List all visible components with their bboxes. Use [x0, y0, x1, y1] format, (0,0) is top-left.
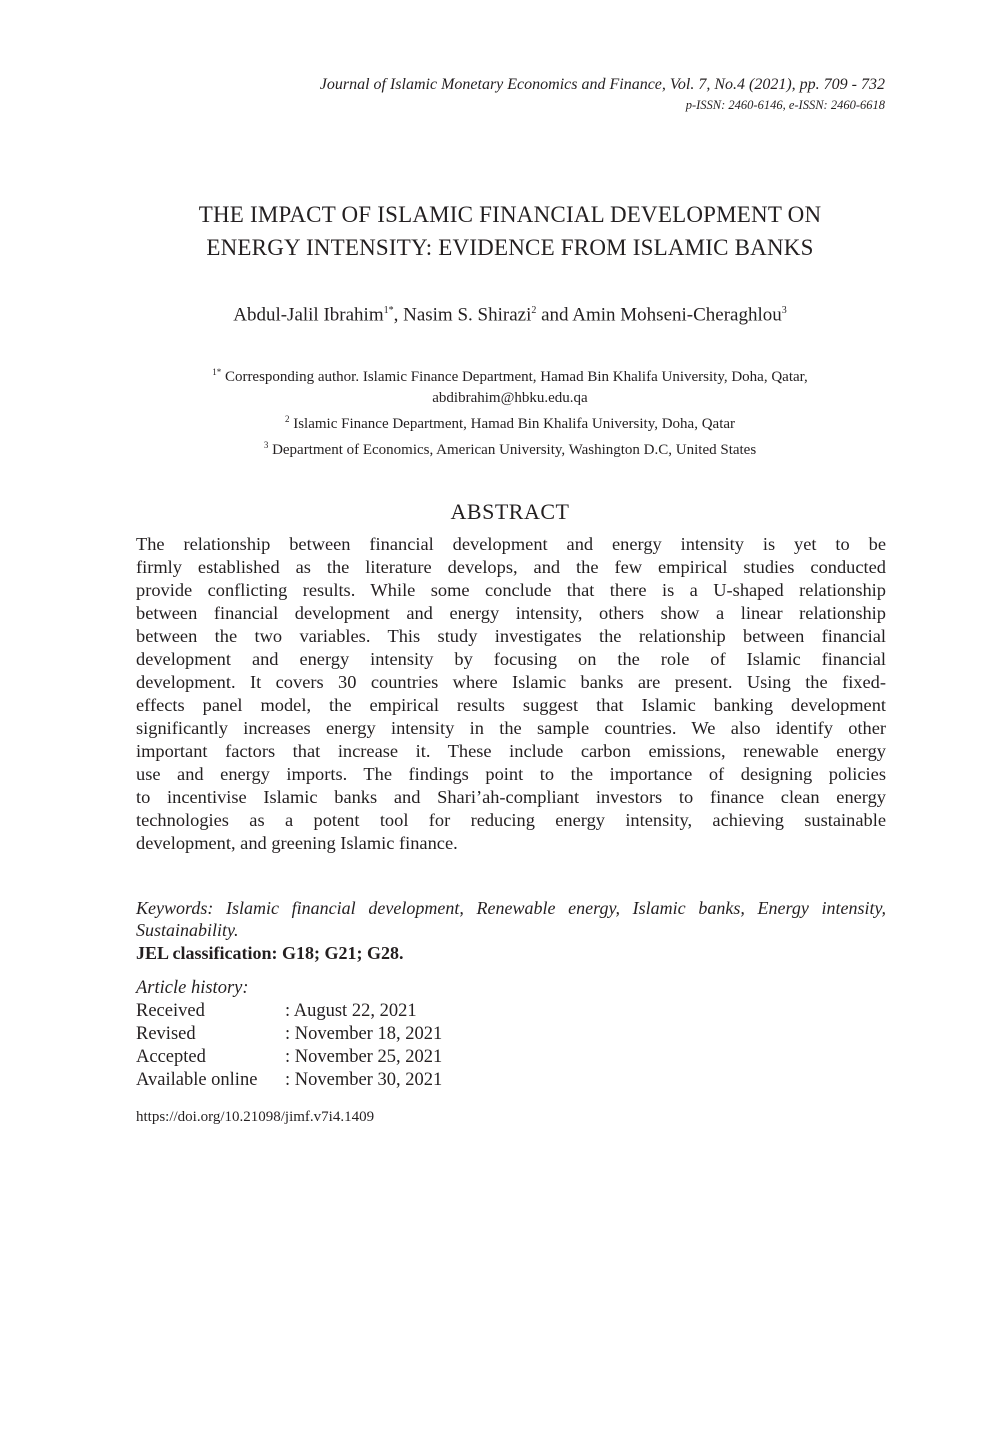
abstract-line: technologies as a potent tool for reducing energy intensity, achieving sustainable — [136, 810, 886, 830]
author-list — [100, 298, 920, 328]
history-value: : November 30, 2021 — [285, 1070, 443, 1090]
doi-link[interactable]: https://doi.org/10.21098/jimf.v7i4.1409 — [136, 1109, 375, 1125]
abstract-line: firmly established as the literature develops, and the few empirical studies conducted — [136, 557, 886, 577]
history-label: Available online — [136, 1070, 258, 1090]
abstract-line: effects panel model, the empirical results suggest that Islamic banking development — [136, 695, 886, 715]
abstract-body — [136, 533, 886, 855]
affiliation-2-marker: 2 — [284, 414, 290, 424]
affiliation-2 — [100, 409, 920, 435]
affiliation-1-text: Corresponding author. Islamic Finance Department, Hamad Bin Khalifa University, Doha, Qatar, — [221, 369, 808, 385]
affiliations — [100, 362, 920, 461]
history-label: Received — [136, 1001, 205, 1021]
affiliation-3-marker: 3 — [263, 440, 269, 450]
keywords — [136, 897, 886, 941]
abstract-line: development, and greening Islamic finance. — [136, 833, 458, 853]
author-2-marker: 2 — [531, 305, 537, 316]
history-row — [136, 1046, 442, 1069]
jel-classification: JEL classification: G18; G21; G28. — [136, 943, 404, 963]
affiliation-1-marker: 1* — [212, 367, 222, 377]
keywords-line-1: Keywords: Islamic financial development, Renewable energy, Islamic banks, Energy intensity, — [136, 898, 886, 918]
abstract-line: between the two variables. This study investigates the relationship between financial — [136, 626, 886, 646]
abstract-line: development. It covers 30 countries where Islamic banks are present. Using the fixed- — [136, 672, 886, 692]
history-row — [136, 1000, 442, 1023]
history-label: Accepted — [136, 1047, 206, 1067]
author-separator: and — [536, 304, 573, 326]
history-value: : November 25, 2021 — [285, 1047, 443, 1067]
abstract-line: provide conflicting results. While some conclude that there is a U-shaped relationship — [136, 580, 886, 600]
history-row — [136, 1069, 442, 1092]
history-value: : August 22, 2021 — [285, 1001, 417, 1021]
author-separator: , — [393, 304, 404, 326]
abstract-line: between financial development and energy intensity, others show a linear relationship — [136, 603, 886, 623]
abstract-line: use and energy imports. The findings point to the importance of designing policies — [136, 764, 886, 784]
abstract-heading: ABSTRACT — [450, 499, 570, 524]
author-1-name: Abdul-Jalil Ibrahim — [233, 304, 384, 326]
history-label: Revised — [136, 1024, 196, 1044]
paper-title — [100, 198, 920, 264]
abstract-line: The relationship between financial development and energy intensity is yet to be — [136, 534, 886, 554]
issn-line: p-ISSN: 2460-6146, e-ISSN: 2460-6618 — [685, 98, 885, 112]
author-1-marker: 1* — [383, 305, 394, 316]
author-2-name: Nasim S. Shirazi — [403, 304, 532, 326]
title-line-1: THE IMPACT OF ISLAMIC FINANCIAL DEVELOPMENT ON — [198, 202, 822, 227]
abstract-line: development and energy intensity by focusing on the role of Islamic financial — [136, 649, 886, 669]
author-3-marker: 3 — [781, 305, 787, 316]
affiliation-3 — [100, 435, 920, 461]
article-history-title: Article history: — [136, 978, 249, 998]
keywords-line-2: Sustainability. — [136, 920, 239, 940]
abstract-line: to incentivise Islamic banks and Shari’ah-compliant investors to finance clean energy — [136, 787, 886, 807]
corresponding-email[interactable]: abdibrahim@hbku.edu.qa — [432, 390, 588, 406]
affiliation-3-text: Department of Economics, American University, Washington D.C, United States — [268, 442, 757, 458]
affiliation-1 — [100, 362, 920, 388]
article-history — [136, 977, 442, 1092]
abstract-line: important factors that increase it. These include carbon emissions, renewable energy — [136, 741, 886, 761]
history-value: : November 18, 2021 — [285, 1024, 443, 1044]
title-line-2: ENERGY INTENSITY: EVIDENCE FROM ISLAMIC BANKS — [206, 235, 814, 260]
history-row — [136, 1023, 442, 1046]
abstract-line: significantly increases energy intensity in the sample countries. We also identify other — [136, 718, 886, 738]
affiliation-2-text: Islamic Finance Department, Hamad Bin Khalifa University, Doha, Qatar — [289, 416, 736, 432]
journal-citation: Journal of Islamic Monetary Economics and Finance, Vol. 7, No.4 (2021), pp. 709 - 732 — [319, 76, 885, 93]
running-header — [320, 74, 885, 114]
author-3-name: Amin Mohseni-Cheraghlou — [572, 304, 782, 326]
